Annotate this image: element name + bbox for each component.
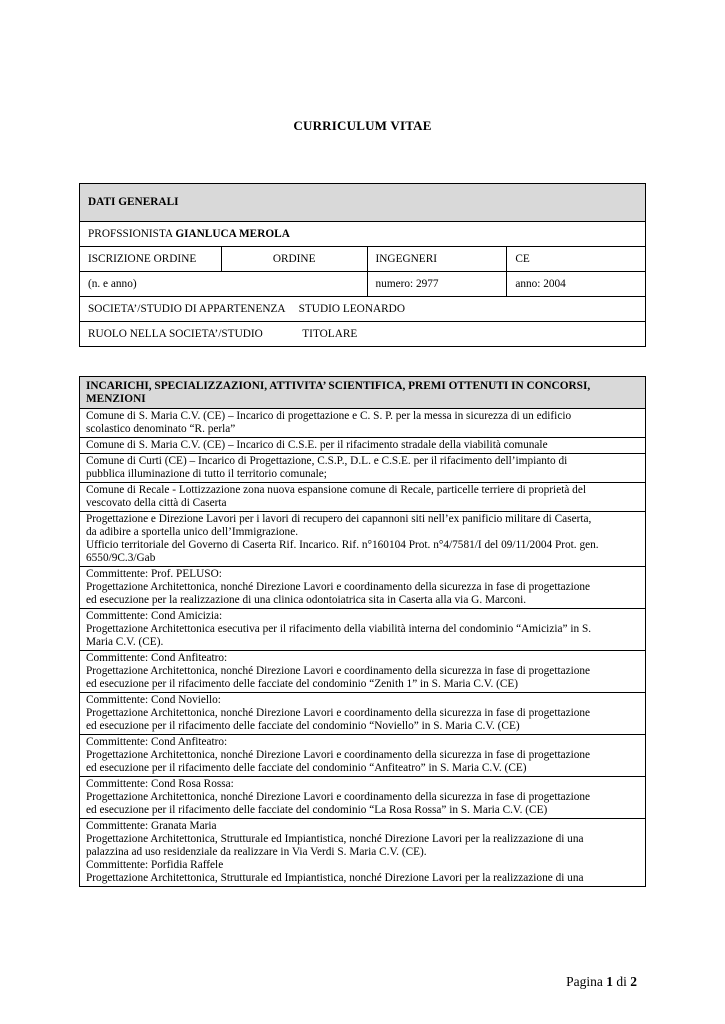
works-entry	[80, 651, 646, 693]
works-row	[80, 651, 646, 693]
works-entry-line: ed esecuzione per il rifacimento delle facciate del condominio “Noviello” in S. Maria C.V. (CE)	[86, 720, 520, 732]
works-row	[80, 735, 646, 777]
works-entry-line: Comune di Curti (CE) – Incarico di Progettazione, C.S.P., D.L. e C.S.E. per il rifacimento dell’impianto di	[86, 455, 568, 467]
registration-year: anno: 2004	[507, 272, 646, 297]
works-entry-line: Progettazione Architettonica, Strutturale ed Impiantistica, nonché Direzione Lavori per la realizzazione di una	[86, 872, 584, 884]
works-entry-line: Committente: Cond Noviello:	[86, 694, 221, 706]
works-entry	[80, 454, 646, 483]
works-row	[80, 609, 646, 651]
works-entry-line: Progettazione Architettonica, nonché Direzione Lavori e coordinamento della sicurezza in fase di progettazione	[86, 707, 591, 719]
works-row	[80, 438, 646, 454]
registration-label: ISCRIZIONE ORDINE	[80, 247, 222, 272]
page-total: 2	[630, 974, 637, 989]
general-data-table	[79, 183, 646, 347]
works-entry	[80, 735, 646, 777]
works-entry	[80, 819, 646, 887]
works-entry-line: Progettazione Architettonica, nonché Direzione Lavori e coordinamento della sicurezza in fase di progettazione	[86, 749, 591, 761]
number-year-label: (n. e anno)	[80, 272, 368, 297]
works-entry-line: Committente: Cond Anfiteatro:	[86, 736, 228, 748]
firm-value: STUDIO LEONARDO	[298, 302, 405, 315]
works-entry-line: Committente: Cond Rosa Rossa:	[86, 778, 234, 790]
works-entry	[80, 777, 646, 819]
works-row	[80, 512, 646, 567]
works-row	[80, 693, 646, 735]
works-entry	[80, 483, 646, 512]
works-entry-line: ed esecuzione per la realizzazione di una clinica odontoiatrica sita in Caserta alla via G. Marconi.	[86, 594, 527, 606]
works-entry-line: Committente: Cond Anfiteatro:	[86, 652, 228, 664]
general-data-header: DATI GENERALI	[80, 184, 646, 222]
works-entry-line: Progettazione Architettonica, nonché Direzione Lavori e coordinamento della sicurezza in fase di progettazione	[86, 581, 591, 593]
firm-row	[80, 297, 646, 322]
role-value: TITOLARE	[302, 327, 358, 340]
works-entry-line: ed esecuzione per il rifacimento delle facciate del condominio “Zenith 1” in S. Maria C.V. (CE)	[86, 678, 519, 690]
role-row	[80, 322, 646, 347]
works-entry-line: palazzina ad uso residenziale da realizzare in Via Verdi S. Maria C.V. (CE).	[86, 846, 427, 858]
works-entry-line: da adibire a sportella unico dell’Immigrazione.	[86, 526, 299, 538]
works-entry-line: Progettazione Architettonica, nonché Direzione Lavori e coordinamento della sicurezza in fase di progettazione	[86, 665, 591, 677]
works-entry-line: Committente: Porfidia Raffele	[86, 859, 224, 871]
works-entry	[80, 693, 646, 735]
works-entry-line: Committente: Granata Maria	[86, 820, 217, 832]
works-entry-line: pubblica illuminazione di tutto il territorio comunale;	[86, 468, 327, 480]
works-entry-line: Committente: Cond Amicizia:	[86, 610, 223, 622]
page-footer	[566, 974, 637, 990]
page-of-word: di	[616, 974, 627, 989]
works-entry	[80, 512, 646, 567]
works-entry-line: Comune di S. Maria C.V. (CE) – Incarico di progettazione e C. S. P. per la messa in sicurezza di un edificio	[86, 410, 572, 422]
works-entry-line: ed esecuzione per il rifacimento delle facciate del condominio “Anfiteatro” in S. Maria C.V. (CE)	[86, 762, 527, 774]
works-entry-line: Progettazione Architettonica, Strutturale ed Impiantistica, nonché Direzione Lavori per la realizzazione di una	[86, 833, 584, 845]
works-entry-line: scolastico denominato “R. perla”	[86, 423, 236, 435]
works-table	[79, 376, 646, 887]
works-entry-line: ed esecuzione per il rifacimento delle facciate del condominio “La Rosa Rossa” in S. Maria C.V. (CE)	[86, 804, 548, 816]
professional-name: GIANLUCA MEROLA	[175, 227, 290, 240]
works-header: INCARICHI, SPECIALIZZAZIONI, ATTIVITA’ SCIENTIFICA, PREMI OTTENUTI IN CONCORSI, MENZIONI	[80, 377, 646, 409]
province-value: CE	[507, 247, 646, 272]
works-entry-line: Progettazione Architettonica esecutiva per il rifacimento della viabilità interna del condominio “Amicizia” in S.	[86, 623, 592, 635]
works-row	[80, 409, 646, 438]
works-entry	[80, 567, 646, 609]
registration-number: numero: 2977	[367, 272, 507, 297]
professional-label: PROFSSIONISTA	[88, 227, 173, 240]
order-label: ORDINE	[221, 247, 367, 272]
works-row	[80, 454, 646, 483]
works-entry	[80, 409, 646, 438]
works-row	[80, 777, 646, 819]
document-title: CURRICULUM VITAE	[293, 118, 432, 133]
order-value: INGEGNERI	[367, 247, 507, 272]
works-row	[80, 819, 646, 887]
works-entry	[80, 609, 646, 651]
works-row	[80, 483, 646, 512]
works-entry-line: 6550/9C.3/Gab	[86, 552, 156, 564]
works-entry-line: Comune di S. Maria C.V. (CE) – Incarico di C.S.E. per il rifacimento stradale della viabilità comunale	[86, 439, 548, 451]
works-entry-line: Ufficio territoriale del Governo di Caserta Rif. Incarico. Rif. n°160104 Prot. n°4/7581/I del 09/11/2004 Prot. gen.	[86, 539, 599, 551]
role-label: RUOLO NELLA SOCIETA’/STUDIO	[88, 327, 263, 340]
works-entry-line: Maria C.V. (CE).	[86, 636, 164, 648]
firm-label: SOCIETA’/STUDIO DI APPARTENENZA	[88, 302, 285, 315]
professional-row	[80, 222, 646, 247]
works-entry	[80, 438, 646, 454]
works-entry-line: vescovato della città di Caserta	[86, 497, 227, 509]
page-current: 1	[606, 974, 613, 989]
works-entry-line: Committente: Prof. PELUSO:	[86, 568, 222, 580]
works-row	[80, 567, 646, 609]
page-word: Pagina	[566, 974, 603, 989]
works-entry-line: Comune di Recale - Lottizzazione zona nuova espansione comune di Recale, particelle terriere di proprietà del	[86, 484, 586, 496]
works-entry-line: Progettazione e Direzione Lavori per i lavori di recupero dei capannoni siti nell’ex panificio militare di Caserta,	[86, 513, 592, 525]
works-entry-line: Progettazione Architettonica, nonché Direzione Lavori e coordinamento della sicurezza in fase di progettazione	[86, 791, 591, 803]
